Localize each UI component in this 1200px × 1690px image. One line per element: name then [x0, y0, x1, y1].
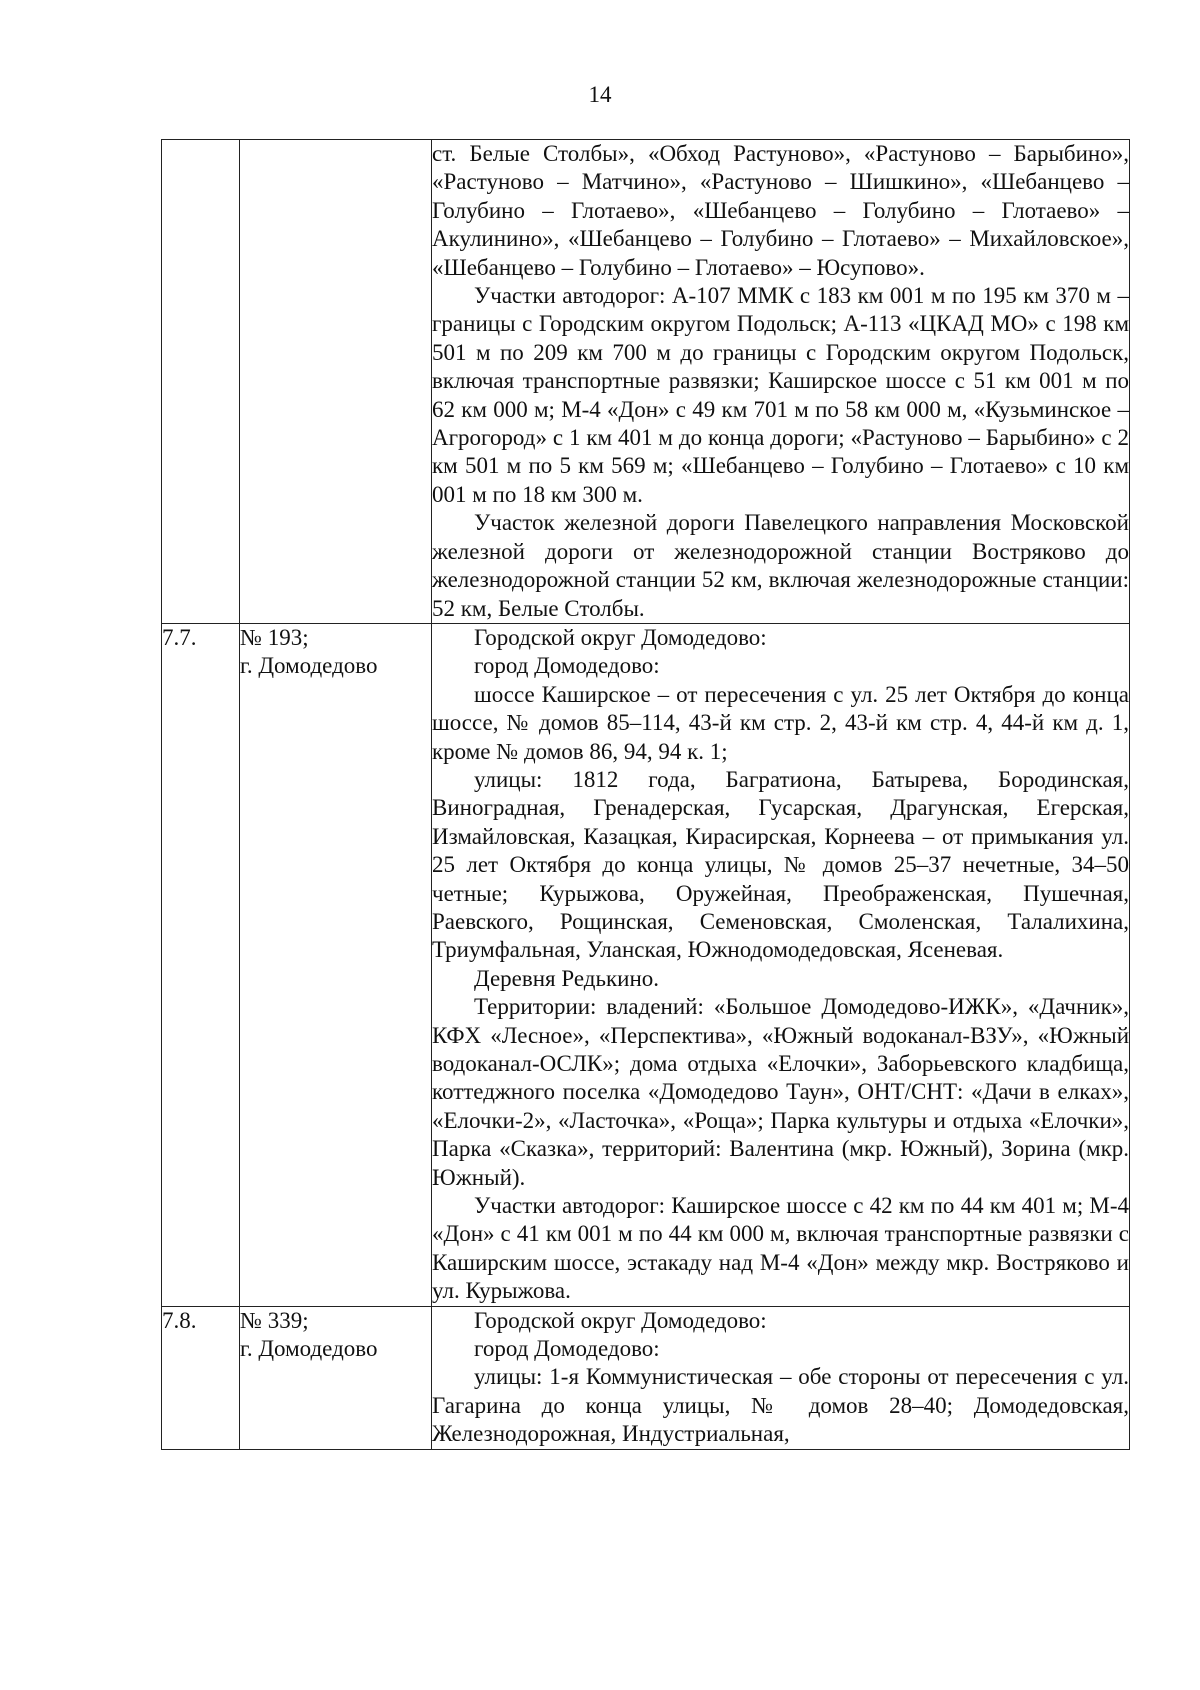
district-name-cell: [240, 1306, 432, 1449]
paragraph: ст. Белые Столбы», «Обход Растуново», «Растуново – Барыбино», «Растуново – Матчино», «Растуново – Шишкино», «Шебанцево – Голубино – Глотаево», «Шебанцево – Голубино – Глотаево» – Акулинино», «Шебанцево – Голубино – Глотаево» – Михайловское», «Шебанцево – Голубино – Глотаево» – Юсупово».: [432, 141, 1129, 280]
district-number: № 339;: [240, 1307, 309, 1333]
paragraph: город Домодедово:: [474, 653, 660, 679]
paragraph: Участки автодорог: Каширское шоссе с 42 км по 44 км 401 м; М-4 «Дон» с 41 км 001 м по 44 км 000 м, включая транспортные развязки с Каширским шоссе, эстакаду над М-4 «Дон» между мкр. Востряково и ул. Курыжова.: [432, 1193, 1129, 1304]
territory-description-cell: [432, 1306, 1130, 1449]
paragraph: Городской округ Домодедово:: [474, 624, 767, 650]
paragraph: город Домодедово:: [474, 1336, 660, 1362]
district-number: № 193;: [240, 624, 309, 650]
paragraph: Городской округ Домодедово:: [474, 1307, 767, 1333]
paragraph: Деревня Редькино.: [474, 965, 660, 991]
paragraph: Участки автодорог: А-107 ММК с 183 км 001 м по 195 км 370 м – границы с Городским округом Подольск; А-113 «ЦКАД МО» с 198 км 501 м по 209 км 700 м до границы с Городским округом Подольск, включая транспортные развязки; Каширское шоссе с 51 км 001 м по 62 км 000 м; М-4 «Дон» с 49 км 701 м по 58 км 000 м, «Кузьминское – Агрогород» с 1 км 401 м до конца дороги; «Растуново – Барыбино» с 2 км 501 м по 5 км 569 м; «Шебанцево – Голубино – Глотаево» с 10 км 001 м по 18 км 300 м.: [432, 283, 1129, 507]
paragraph: улицы: 1812 года, Багратиона, Батырева, Бородинская, Виноградная, Гренадерская, Гусарская, Драгунская, Егерская, Измайловская, Казацкая, Кирасирская, Корнеева – от примыкания ул. 25 лет Октября до конца улицы, № домов 25–37 нечетные, 34–50 четные; Курыжова, Оружейная, Преображенская, Пушечная, Раевского, Рощинская, Семеновская, Смоленская, Талалихина, Триумфальная, Уланская, Южнодомодедовская, Ясеневая.: [432, 766, 1129, 963]
row-number-cell: [162, 140, 240, 624]
row-number-cell: 7.7.: [162, 623, 240, 1306]
district-name-cell: [240, 140, 432, 624]
row-number-cell: 7.8.: [162, 1306, 240, 1449]
paragraph: Территории: владений: «Большое Домодедово-ИЖК», «Дачник», КФХ «Лесное», «Перспектива», «Южный водоканал-ВЗУ», «Южный водоканал-ОСЛК»; дома отдыха «Елочки», Заборьевского кладбища, коттеджного поселка «Домодедово Таун», ОНТ/СНТ: «Дачи в елках», «Елочки-2», «Ласточка», «Роща»; Парка культуры и отдыха «Елочки», Парка «Сказка», территорий: Валентина (мкр. Южный), Зорина (мкр. Южный).: [432, 994, 1129, 1190]
district-center: г. Домодедово: [240, 1336, 378, 1362]
territory-description-cell: [432, 623, 1130, 1306]
district-center: г. Домодедово: [240, 653, 378, 679]
table-row: [162, 623, 1130, 1306]
table-row: [162, 140, 1130, 624]
territory-description-cell: [432, 140, 1130, 624]
paragraph: улицы: 1-я Коммунистическая – обе стороны от пересечения с ул. Гагарина до конца улицы, № домов 28–40; Домодедовская, Железнодорожная, Индустриальная,: [432, 1364, 1129, 1447]
paragraph: Участок железной дороги Павелецкого направления Московской железной дороги от железнодорожной станции Востряково до железнодорожной станции 52 км, включая железнодорожные станции: 52 км, Белые Столбы.: [432, 510, 1129, 621]
district-name-cell: [240, 623, 432, 1306]
district-table: [161, 139, 1130, 1450]
paragraph: шоссе Каширское – от пересечения с ул. 25 лет Октября до конца шоссе, № домов 85–114, 43-й км стр. 2, 43-й км стр. 4, 44-й км д. 1, кроме № домов 86, 94, 94 к. 1;: [432, 681, 1129, 764]
page-number: 14: [588, 82, 612, 107]
table-row: [162, 1306, 1130, 1449]
